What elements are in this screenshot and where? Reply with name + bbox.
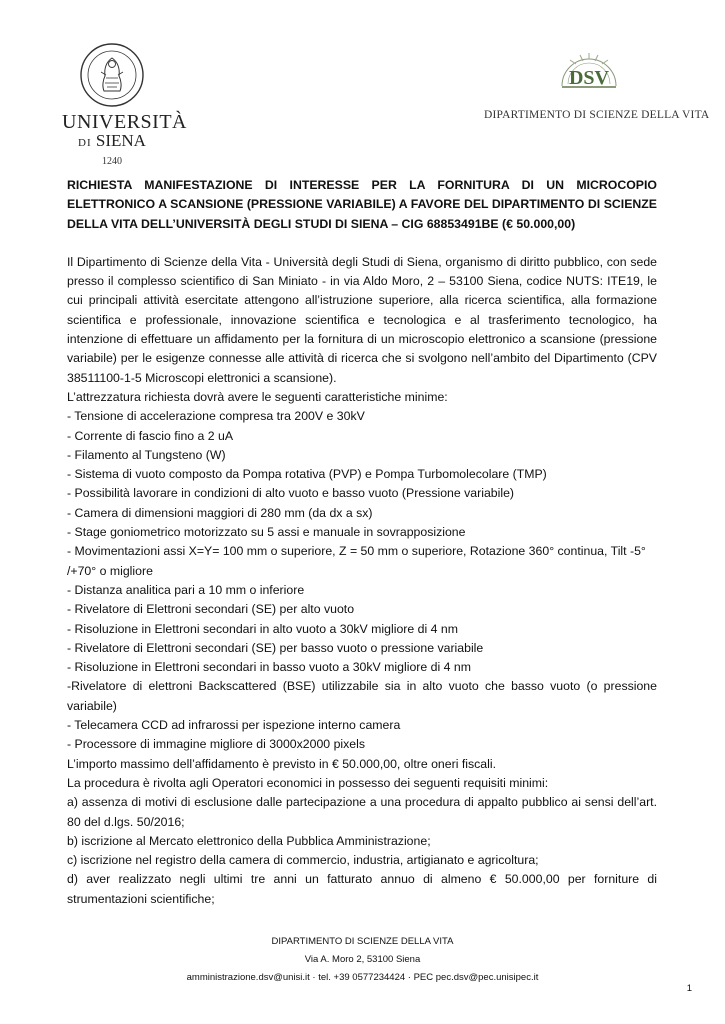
dsv-logo-text: DSV [568,67,610,89]
university-logo [62,42,187,168]
conditions-list [67,793,657,909]
intro-paragraph: Il Dipartimento di Scienze della Vita - Università degli Studi di Siena, organismo di diritto pubblico, con sede presso il complesso scientifico di San Miniato - in via Aldo Moro, 2 – 53100 Siena, codice NUTS: ITE19, le cui principali attività esercitate attengono all’istruzione superiore, alla ricerca scientifica, alla formazione scientifica e professionale, innovazione scientifica e tecnologica e al trasferimento tecnologico, ha intenzione di effettuare un affidamento per la fornitura di un microscopio elettronico a scansione (pressione variabile) per le esigenze connesse alle attività di ricerca che si svolgono nell’ambito del Dipartimento (CPV 38511100-1-5 Microscopi elettronici a scansione). [67,254,657,385]
university-name: UNIVERSITÀ [62,111,187,133]
department-logo [484,50,710,121]
list-item: - Sistema di vuoto composto da Pompa rotativa (PVP) e Pompa Turbomolecolare (TMP) [67,467,547,482]
page-number: 1 [686,983,692,994]
list-item: d) aver realizzato negli ultimi tre anni un fatturato annuo di almeno € 50.000,00 per forniture di strumentazioni scientifiche; [67,872,657,906]
university-siena: SIENA [95,131,146,150]
footer-department: DIPARTIMENTO DI SCIENZE DELLA VITA [271,936,454,947]
list-item: - Processore di immagine migliore di 3000x2000 pixels [67,737,366,752]
university-year: 1240 [102,156,122,167]
list-item: - Camera di dimensioni maggiori di 280 mm (da dx a sx) [67,505,373,520]
university-city [62,132,162,152]
list-item: b) iscrizione al Mercato elettronico della Pubblica Amministrazione; [67,833,431,848]
footer-contacts: amministrazione.dsv@unisi.it · tel. +39 0577234424 · PEC pec.dsv@pec.unisipec.it [186,972,539,983]
department-name: DIPARTIMENTO DI SCIENZE DELLA VITA [484,109,710,121]
dsv-seal-icon [556,50,622,102]
requirements-intro: L’attrezzatura richiesta dovrà avere le seguenti caratteristiche minime: [67,389,448,404]
list-item: c) iscrizione nel registro della camera di commercio, industria, artigianato e agricoltura; [67,853,539,868]
list-item: - Corrente di fascio fino a 2 uA [67,428,234,443]
list-item: - Telecamera CCD ad infrarossi per ispezione interno camera [67,718,401,733]
list-item: - Distanza analitica pari a 10 mm o inferiore [67,582,305,597]
list-item: - Movimentazioni assi X=Y= 100 mm o superiore, Z = 50 mm o superiore, Rotazione 360° continua, Tilt -5° /+70° o migliore [67,544,646,578]
list-item: - Rivelatore di Elettroni secondari (SE) per basso vuoto o pressione variabile [67,640,484,655]
list-item: - Rivelatore di Elettroni secondari (SE) per alto vuoto [67,602,355,617]
amount-text: L’importo massimo dell’affidamento è previsto in € 50.000,00, oltre oneri fiscali. [67,756,497,771]
list-item: a) assenza di motivi di esclusione dalle partecipazione a una procedura di appalto pubblico ai sensi dell’art. 80 del d.lgs. 50/2016; [67,795,657,829]
list-item: - Risoluzione in Elettroni secondari in alto vuoto a 30kV migliore di 4 nm [67,621,458,636]
requirements-list [67,407,657,754]
footer-address: Via A. Moro 2, 53100 Siena [304,954,421,965]
list-item: - Tensione di accelerazione compresa tra 200V e 30kV [67,409,365,424]
page-footer [0,933,725,987]
document-body [67,176,657,909]
university-di: DI [78,137,92,149]
procedure-text: La procedura è rivolta agli Operatori economici in possesso dei seguenti requisiti minimi: [67,775,549,790]
list-item: - Possibilità lavorare in condizioni di alto vuoto e basso vuoto (Pressione variabile) [67,486,515,501]
document-title: RICHIESTA MANIFESTAZIONE DI INTERESSE PER LA FORNITURA DI UN MICROCOPIO ELETTRONICO A SCANSIONE (PRESSIONE VARIABILE) A FAVORE DEL DIPARTIMENTO DI SCIENZE DELLA VITA DELL’UNIVERSITÀ DEGLI STUDI DI SIENA – CIG 68853491BE (€ 50.000,00) [67,178,657,231]
list-item: - Risoluzione in Elettroni secondari in basso vuoto a 30kV migliore di 4 nm [67,660,471,675]
list-item: - Filamento al Tungsteno (W) [67,447,226,462]
list-item: - Stage goniometrico motorizzato su 5 assi e manuale in sovrapposizione [67,525,466,540]
page-header [0,0,725,167]
list-item: -Rivelatore di elettroni Backscattered (BSE) utilizzabile sia in alto vuoto che basso vuoto (o pressione variabile) [67,679,657,713]
university-seal-icon [79,42,145,108]
